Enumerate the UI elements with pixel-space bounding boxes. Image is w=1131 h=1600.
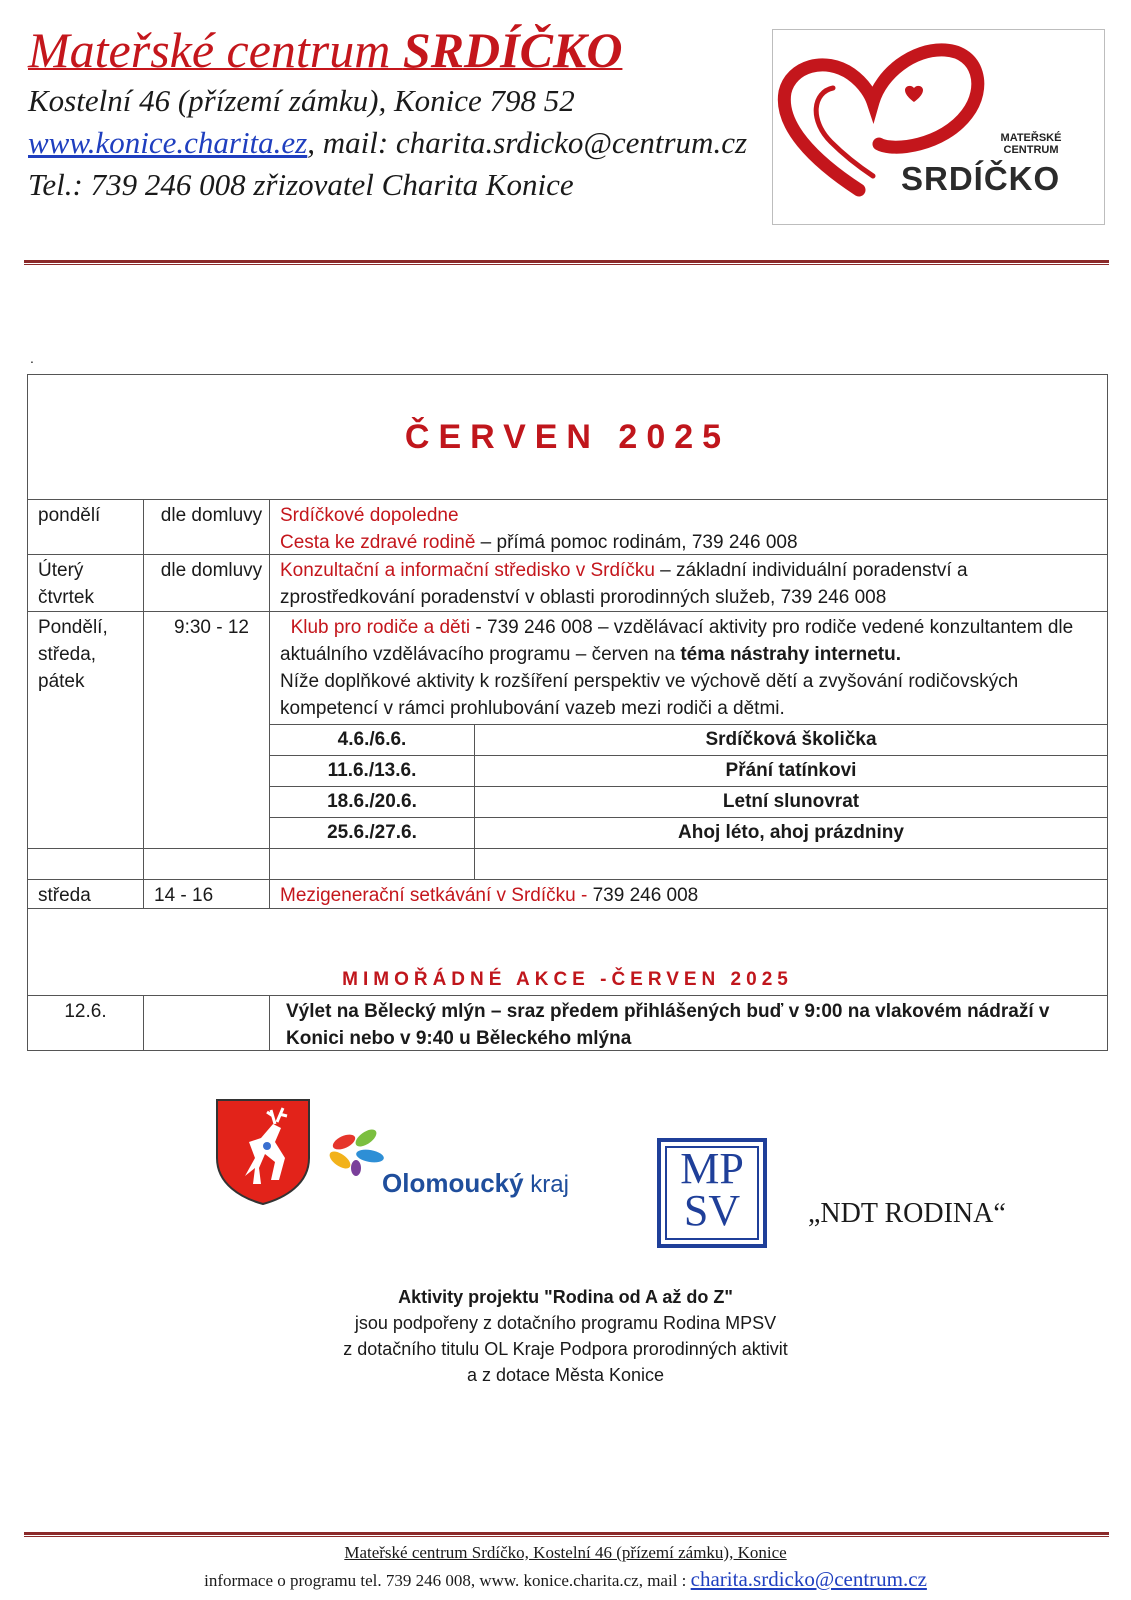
activity-detail: 739 246 008 — [592, 885, 699, 906]
olomoucky-kraj-flower-icon — [326, 1128, 386, 1176]
activity-title: Klub pro rodiče a děti — [290, 617, 471, 638]
small-heart-icon — [905, 86, 923, 102]
activity-cell — [270, 880, 1107, 908]
stray-mark: . — [30, 350, 34, 366]
schedule-name: Přání tatínkovi — [725, 760, 857, 781]
day-cell: středa — [28, 880, 144, 908]
empty-cell — [144, 849, 270, 879]
month-title: ČERVEN 2025 — [28, 375, 1107, 500]
schedule-name: Srdíčková školička — [705, 729, 877, 750]
title-prefix: Mateřské centrum — [28, 22, 403, 78]
title-name: SRDÍČKO — [402, 22, 623, 78]
support-text — [0, 1284, 1131, 1388]
schedule-date: 11.6./13.6. — [270, 756, 475, 786]
time-cell: dle domluvy — [144, 500, 270, 554]
time-cell: 14 - 16 — [144, 880, 270, 908]
activity-desc — [280, 614, 1101, 668]
activity-topic: téma nástrahy internetu. — [680, 644, 901, 665]
phone-line: Tel.: 739 246 008 zřizovatel Charita Konice — [28, 167, 574, 202]
table-row — [28, 996, 1107, 1050]
logo-big-text: SRDÍČKO — [901, 160, 1061, 197]
divider-bottom — [24, 1532, 1109, 1537]
support-line: jsou podpořeny z dotačního programu Rodina MPSV — [354, 1313, 777, 1333]
special-events-header — [28, 909, 1107, 996]
address: Kostelní 46 (přízemí zámku), Konice 798 52 — [28, 83, 575, 118]
empty-cell — [28, 849, 144, 879]
schedule-row — [270, 755, 1107, 786]
schedule-name: Ahoj léto, ahoj prázdniny — [678, 822, 904, 843]
olk-suffix: kraj — [523, 1171, 569, 1198]
activity-note: Níže doplňkové aktivity k rozšíření perspektiv ve výchově dětí a zvyšování rodičovských kompetencí v rámci prohlubování vazeb mezi rodiči a dětmi. — [280, 671, 1019, 719]
mail-text: , mail: charita.srdicko@centrum.cz — [307, 125, 748, 160]
mpsv-top: MP — [680, 1144, 744, 1193]
date-cell: 12.6. — [28, 996, 144, 1050]
activity-detail: – přímá pomoc rodinám, 739 246 008 — [475, 532, 798, 553]
web-link[interactable]: www.konice.charita.ez — [28, 125, 308, 160]
activity-detail: – základní individuální poradenství a zprostředkování poradenství v oblasti prorodinných služeb, 739 246 008 — [280, 560, 968, 608]
schedule-date: 18.6./20.6. — [270, 787, 475, 817]
time-cell: dle domluvy — [144, 555, 270, 611]
activity-cell — [270, 555, 1107, 611]
support-line: Aktivity projektu "Rodina od A až do Z" — [398, 1287, 733, 1307]
table-row — [28, 555, 1107, 612]
footer — [0, 1540, 1131, 1594]
contact-line — [28, 122, 768, 164]
srdicko-logo — [772, 29, 1105, 225]
schedule-row — [270, 786, 1107, 817]
empty-row — [28, 849, 1107, 880]
activity-title: Konzultační a informační středisko v Srdíčku — [280, 560, 655, 581]
support-line: z dotačního titulu OL Kraje Podpora prorodinných aktivit — [343, 1339, 788, 1359]
activity-title: Srdíčkové dopoledne — [280, 505, 459, 526]
schedule-row — [270, 817, 1107, 848]
ndt-rodina: „NDT RODINA“ — [808, 1198, 1006, 1229]
activity-cell — [270, 500, 1107, 554]
activity-cell — [270, 612, 1107, 848]
activity-desc — [280, 529, 1101, 556]
activity-subtitle: Cesta ke zdravé rodině — [280, 532, 476, 553]
olk-name: Olomoucký — [382, 1168, 524, 1198]
time-cell: 9:30 - 12 — [144, 612, 270, 848]
footer-mail-link[interactable]: charita.srdicko@centrum.cz — [690, 1567, 927, 1591]
konice-crest-icon — [215, 1098, 311, 1206]
olomoucky-kraj-logo — [382, 1168, 569, 1199]
schedule-date: 4.6./6.6. — [270, 725, 475, 755]
mpsv-bottom: SV — [683, 1186, 741, 1235]
header — [28, 20, 768, 206]
table-row — [28, 880, 1107, 909]
special-events-title: MIMOŘÁDNÉ AKCE -ČERVEN 2025 — [342, 969, 793, 990]
page-title — [28, 20, 768, 80]
activity-title: Mezigenerační setkávání v Srdíčku - — [280, 885, 593, 906]
empty-cell — [270, 849, 1107, 879]
schedule-table — [270, 724, 1107, 848]
schedule-name: Letní slunovrat — [722, 791, 860, 812]
program-table — [27, 374, 1108, 1051]
table-row — [28, 500, 1107, 555]
footer-contact — [0, 1566, 1131, 1594]
empty-cell — [144, 996, 270, 1050]
divider-top — [24, 260, 1109, 265]
mpsv-logo — [657, 1138, 767, 1248]
activity-detail: - 739 246 008 – vzdělávací aktivity pro rodiče vedené konzultantem dle aktuálního vzdělávacího programu – červen na — [280, 617, 1074, 665]
table-row — [28, 612, 1107, 849]
schedule-row — [270, 724, 1107, 755]
footer-info: informace o programu tel. 739 246 008, www. konice.charita.cz, mail : — [204, 1571, 691, 1590]
schedule-date: 25.6./27.6. — [270, 818, 475, 848]
day-cell: Úterý čtvrtek — [28, 555, 144, 611]
day-cell: pondělí — [28, 500, 144, 554]
footer-address: Mateřské centrum Srdíčko, Kostelní 46 (přízemí zámku), Konice — [344, 1543, 787, 1562]
support-line: a z dotace Města Konice — [466, 1365, 665, 1385]
logo-small-text: MATEŘSKÉ CENTRUM — [1000, 132, 1062, 156]
event-cell: Výlet na Bělecký mlýn – sraz předem přihlášených buď v 9:00 na vlakovém nádraží v Konici nebo v 9:40 u Běleckého mlýna — [286, 1001, 1050, 1049]
day-cell: Pondělí, středa, pátek — [28, 612, 144, 848]
